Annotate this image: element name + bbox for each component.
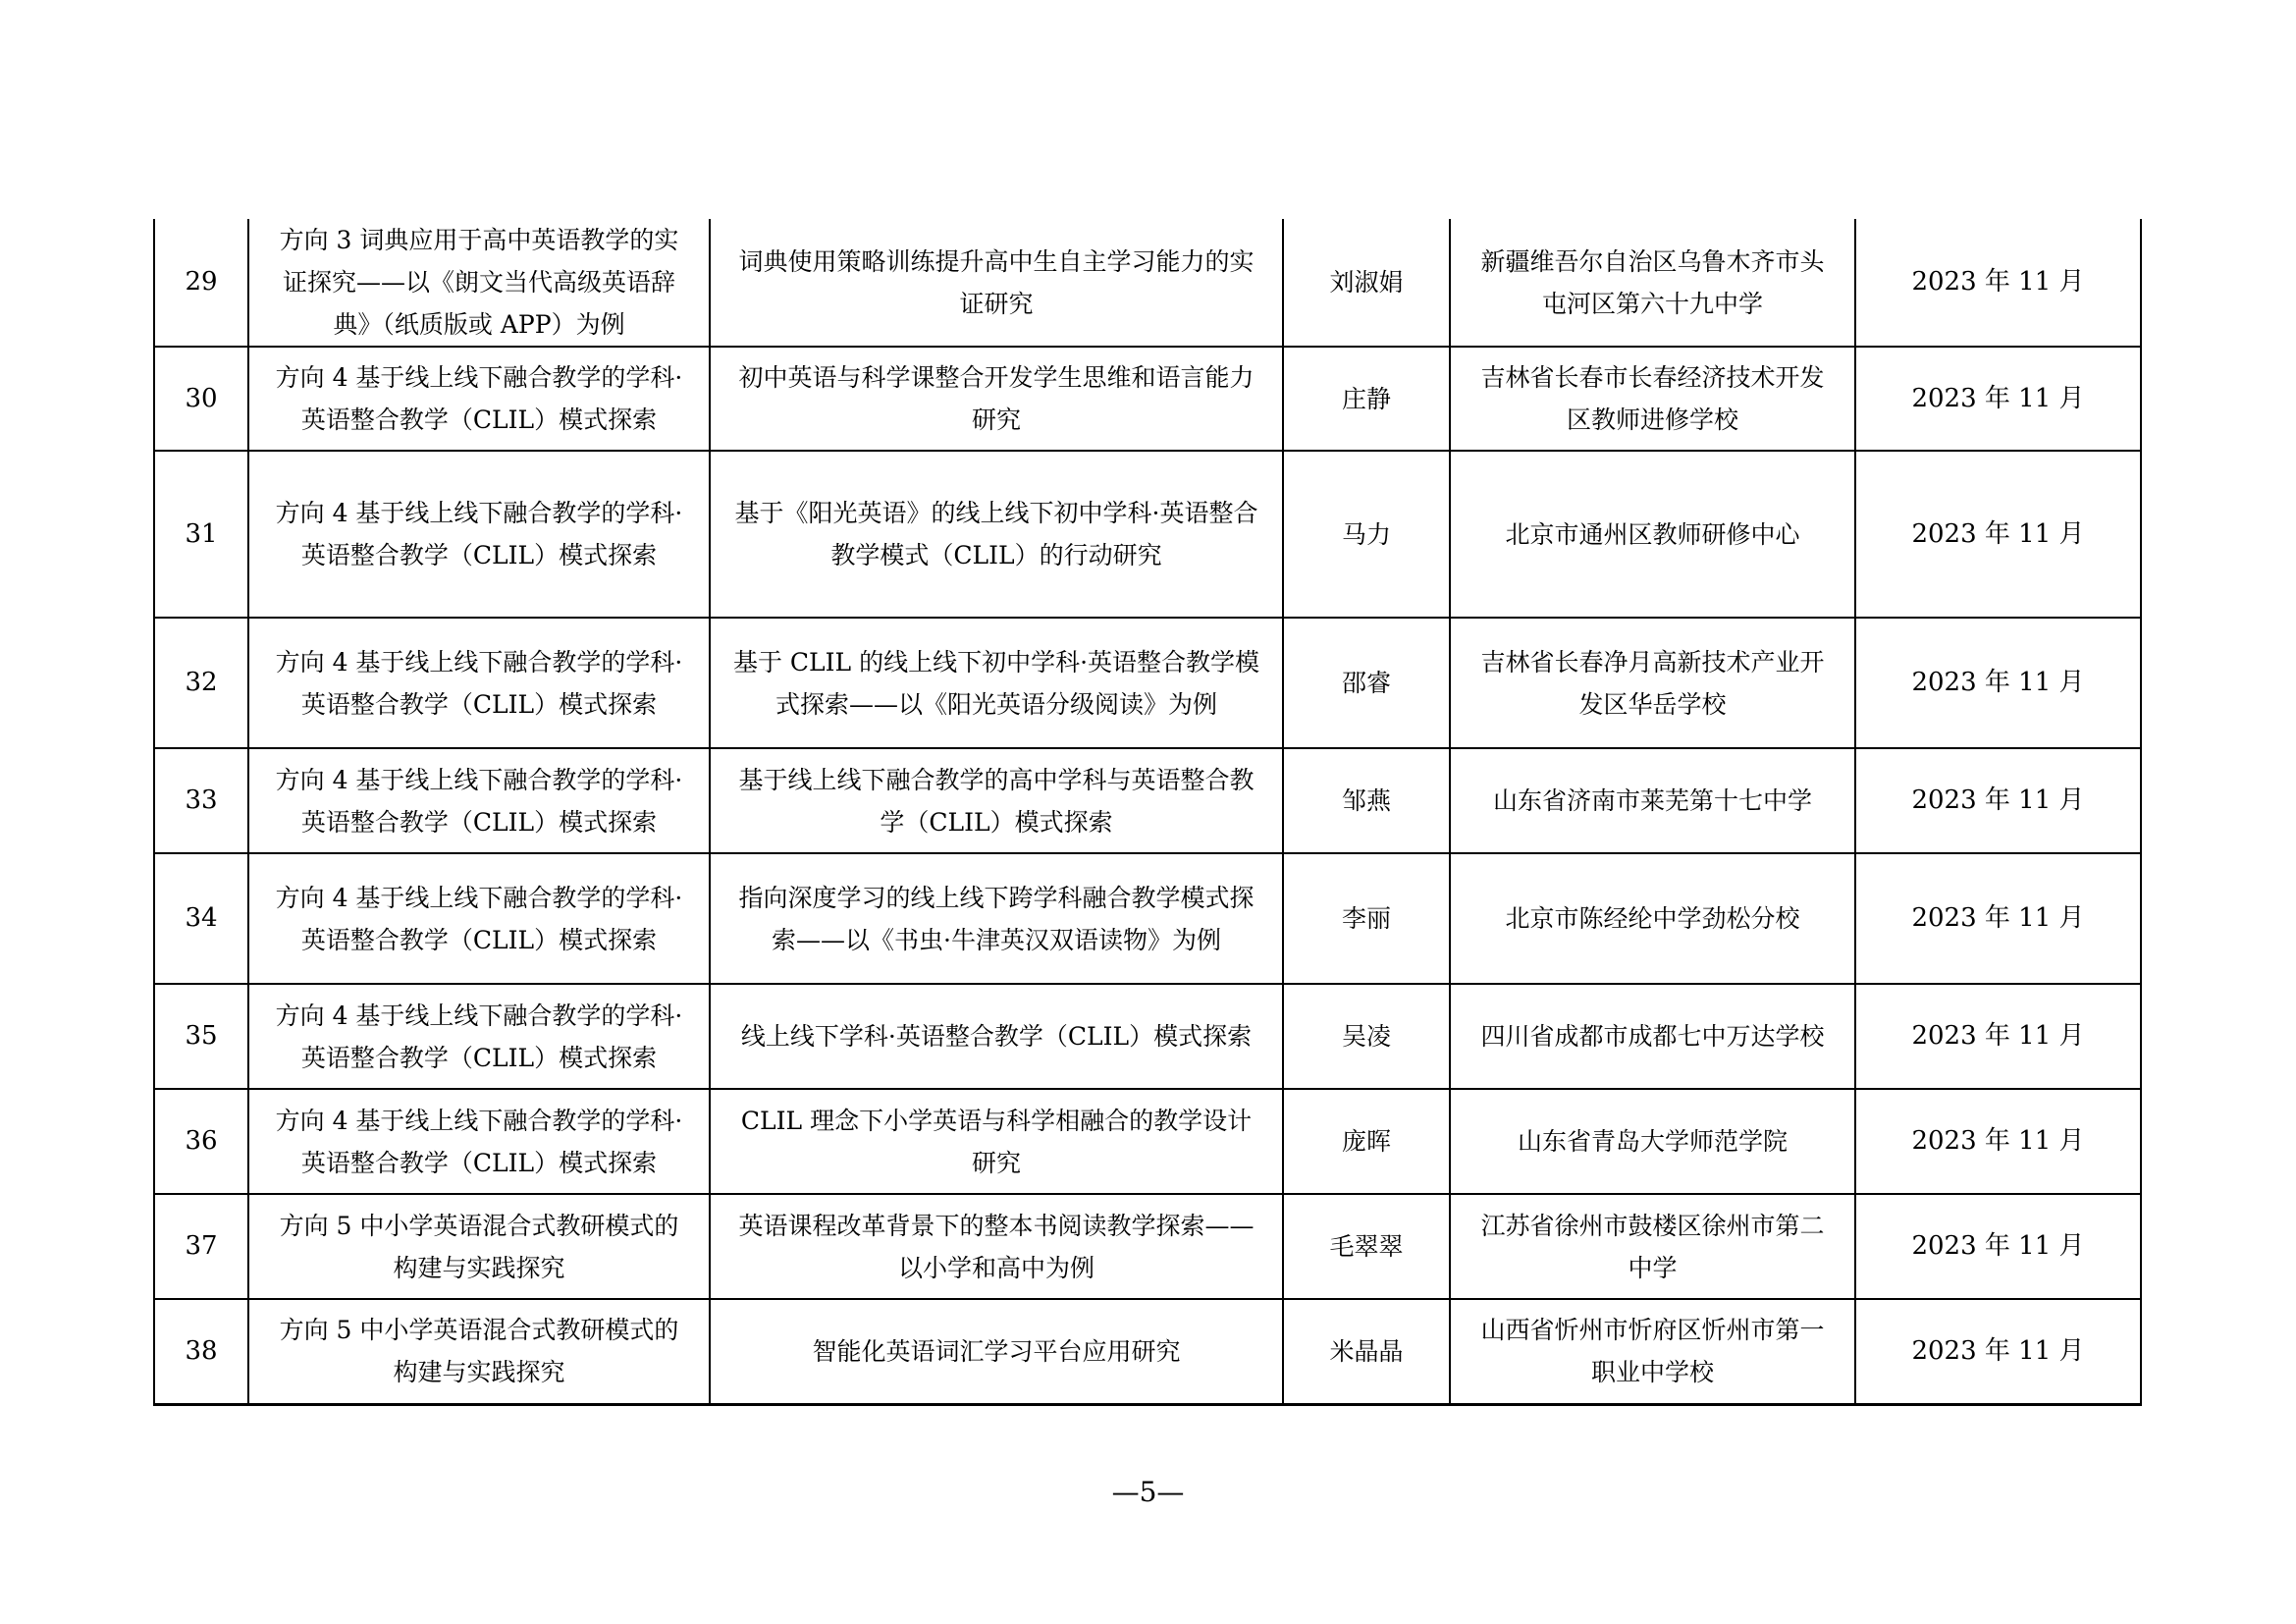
- row-number: 29: [154, 219, 248, 347]
- row-number: 31: [154, 451, 248, 618]
- work-unit: 吉林省长春净月高新技术产业开发区华岳学校: [1450, 618, 1855, 748]
- date: 2023 年 11 月: [1855, 1299, 2141, 1404]
- date: 2023 年 11 月: [1855, 618, 2141, 748]
- date: 2023 年 11 月: [1855, 1089, 2141, 1194]
- research-direction: 方向 4 基于线上线下融合教学的学科·英语整合教学（CLIL）模式探索: [248, 853, 710, 984]
- project-title: 智能化英语词汇学习平台应用研究: [710, 1299, 1283, 1404]
- person-name: 刘淑娟: [1283, 219, 1450, 347]
- table-row: [154, 984, 2141, 1089]
- date: 2023 年 11 月: [1855, 347, 2141, 451]
- work-unit: 吉林省长春市长春经济技术开发区教师进修学校: [1450, 347, 1855, 451]
- project-title: 初中英语与科学课整合开发学生思维和语言能力研究: [710, 347, 1283, 451]
- person-name: 李丽: [1283, 853, 1450, 984]
- person-name: 米晶晶: [1283, 1299, 1450, 1404]
- row-number: 38: [154, 1299, 248, 1404]
- project-title: 基于线上线下融合教学的高中学科与英语整合教学（CLIL）模式探索: [710, 748, 1283, 853]
- project-title: 基于《阳光英语》的线上线下初中学科·英语整合教学模式（CLIL）的行动研究: [710, 451, 1283, 618]
- row-number: 36: [154, 1089, 248, 1194]
- row-number: 34: [154, 853, 248, 984]
- table-row: [154, 451, 2141, 618]
- project-title: 词典使用策略训练提升高中生自主学习能力的实证研究: [710, 219, 1283, 347]
- date: 2023 年 11 月: [1855, 748, 2141, 853]
- table-row: [154, 219, 2141, 347]
- row-number: 35: [154, 984, 248, 1089]
- work-unit: 山西省忻州市忻府区忻州市第一职业中学校: [1450, 1299, 1855, 1404]
- work-unit: 新疆维吾尔自治区乌鲁木齐市头屯河区第六十九中学: [1450, 219, 1855, 347]
- work-unit: 山东省青岛大学师范学院: [1450, 1089, 1855, 1194]
- person-name: 毛翠翠: [1283, 1194, 1450, 1299]
- research-direction: 方向 4 基于线上线下融合教学的学科·英语整合教学（CLIL）模式探索: [248, 748, 710, 853]
- research-direction: 方向 3 词典应用于高中英语教学的实证探究——以《朗文当代高级英语辞典》（纸质版或 APP）为例: [248, 219, 710, 347]
- person-name: 庞晖: [1283, 1089, 1450, 1194]
- table-row: [154, 1299, 2141, 1404]
- table-row: [154, 853, 2141, 984]
- research-direction: 方向 4 基于线上线下融合教学的学科·英语整合教学（CLIL）模式探索: [248, 347, 710, 451]
- person-name: 邵睿: [1283, 618, 1450, 748]
- person-name: 吴凌: [1283, 984, 1450, 1089]
- work-unit: 江苏省徐州市鼓楼区徐州市第二中学: [1450, 1194, 1855, 1299]
- research-direction: 方向 4 基于线上线下融合教学的学科·英语整合教学（CLIL）模式探索: [248, 451, 710, 618]
- table-row: [154, 618, 2141, 748]
- work-unit: 北京市陈经纶中学劲松分校: [1450, 853, 1855, 984]
- row-number: 32: [154, 618, 248, 748]
- research-direction: 方向 5 中小学英语混合式教研模式的构建与实践探究: [248, 1299, 710, 1404]
- project-title: 基于 CLIL 的线上线下初中学科·英语整合教学模式探索——以《阳光英语分级阅读》为例: [710, 618, 1283, 748]
- work-unit: 山东省济南市莱芜第十七中学: [1450, 748, 1855, 853]
- row-number: 33: [154, 748, 248, 853]
- table-row: [154, 1089, 2141, 1194]
- table-row: [154, 1194, 2141, 1299]
- person-name: 马力: [1283, 451, 1450, 618]
- project-title: CLIL 理念下小学英语与科学相融合的教学设计研究: [710, 1089, 1283, 1194]
- page-number: —5—: [1111, 1476, 1185, 1508]
- project-title: 指向深度学习的线上线下跨学科融合教学模式探索——以《书虫·牛津英汉双语读物》为例: [710, 853, 1283, 984]
- person-name: 邹燕: [1283, 748, 1450, 853]
- work-unit: 四川省成都市成都七中万达学校: [1450, 984, 1855, 1089]
- research-direction: 方向 4 基于线上线下融合教学的学科·英语整合教学（CLIL）模式探索: [248, 618, 710, 748]
- table-row: [154, 347, 2141, 451]
- research-direction: 方向 4 基于线上线下融合教学的学科·英语整合教学（CLIL）模式探索: [248, 984, 710, 1089]
- person-name: 庄静: [1283, 347, 1450, 451]
- research-direction: 方向 5 中小学英语混合式教研模式的构建与实践探究: [248, 1194, 710, 1299]
- date: 2023 年 11 月: [1855, 1194, 2141, 1299]
- project-title: 线上线下学科·英语整合教学（CLIL）模式探索: [710, 984, 1283, 1089]
- date: 2023 年 11 月: [1855, 451, 2141, 618]
- work-unit: 北京市通州区教师研修中心: [1450, 451, 1855, 618]
- date: 2023 年 11 月: [1855, 984, 2141, 1089]
- date: 2023 年 11 月: [1855, 853, 2141, 984]
- row-number: 37: [154, 1194, 248, 1299]
- table-row: [154, 748, 2141, 853]
- research-direction: 方向 4 基于线上线下融合教学的学科·英语整合教学（CLIL）模式探索: [248, 1089, 710, 1194]
- project-table: [153, 219, 2142, 1406]
- date: 2023 年 11 月: [1855, 219, 2141, 347]
- row-number: 30: [154, 347, 248, 451]
- project-title: 英语课程改革背景下的整本书阅读教学探索——以小学和高中为例: [710, 1194, 1283, 1299]
